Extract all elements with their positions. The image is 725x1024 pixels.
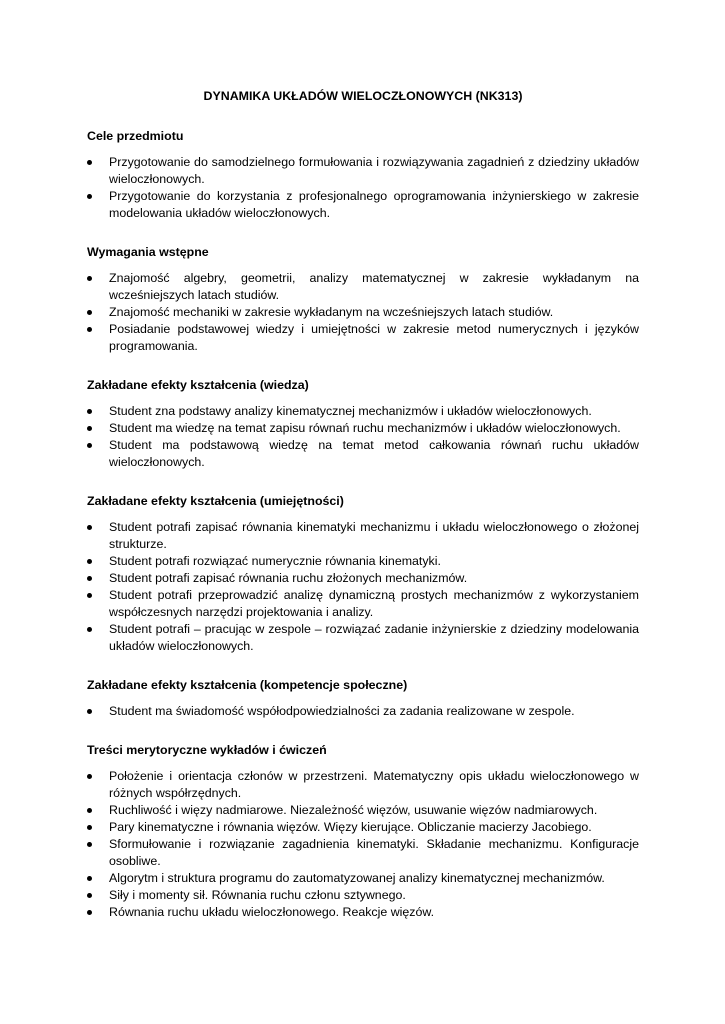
list-item-text: Student ma świadomość współodpowiedzialności za zadania realizowane w zespole. xyxy=(109,704,575,718)
list-item xyxy=(87,188,639,222)
list-item xyxy=(87,621,639,655)
bullet-list xyxy=(87,519,639,655)
bullet-list xyxy=(87,403,639,471)
bullet-icon xyxy=(87,893,92,898)
document-page xyxy=(87,88,639,921)
section-heading: Wymagania wstępne xyxy=(87,245,209,259)
list-item xyxy=(87,321,639,355)
section xyxy=(87,677,639,720)
list-item xyxy=(87,420,639,437)
list-item xyxy=(87,870,639,887)
bullet-icon xyxy=(87,825,92,830)
list-item-text: Położenie i orientacja członów w przestrzeni. Matematyczny opis układu wieloczłonowego w różnych współrzędnych. xyxy=(109,769,639,800)
list-item-text: Znajomość mechaniki w zakresie wykładanym na wcześniejszych latach studiów. xyxy=(109,305,554,319)
bullet-icon xyxy=(87,808,92,813)
list-item xyxy=(87,154,639,188)
bullet-icon xyxy=(87,409,92,414)
bullet-icon xyxy=(87,443,92,448)
list-item xyxy=(87,887,639,904)
section-heading: Cele przedmiotu xyxy=(87,129,184,143)
bullet-icon xyxy=(87,627,92,632)
bullet-icon xyxy=(87,842,92,847)
list-item xyxy=(87,703,639,720)
list-item xyxy=(87,802,639,819)
bullet-icon xyxy=(87,525,92,530)
bullet-icon xyxy=(87,160,92,165)
section-spacer xyxy=(87,471,639,493)
list-item-text: Znajomość algebry, geometrii, analizy matematycznej w zakresie wykładanym na wcześniejszych latach studiów. xyxy=(109,271,639,302)
list-item-text: Student zna podstawy analizy kinematycznej mechanizmów i układów wieloczłonowych. xyxy=(109,404,592,418)
list-item-text: Student potrafi przeprowadzić analizę dynamiczną prostych mechanizmów z wykorzystaniem współczesnych narzędzi projektowania i analizy. xyxy=(109,588,639,619)
list-item-text: Siły i momenty sił. Równania ruchu członu sztywnego. xyxy=(109,888,406,902)
bullet-icon xyxy=(87,593,92,598)
list-item-text: Algorytm i struktura programu do zautomatyzowanej analizy kinematycznej mechanizmów. xyxy=(109,871,605,885)
section-heading: Zakładane efekty kształcenia (wiedza) xyxy=(87,378,309,392)
section xyxy=(87,377,639,471)
list-item xyxy=(87,570,639,587)
bullet-list xyxy=(87,154,639,222)
list-item xyxy=(87,553,639,570)
section-spacer xyxy=(87,720,639,742)
list-item xyxy=(87,768,639,802)
list-item xyxy=(87,819,639,836)
bullet-icon xyxy=(87,774,92,779)
list-item-text: Pary kinematyczne i równania więzów. Więzy kierujące. Obliczanie macierzy Jacobiego. xyxy=(109,820,592,834)
list-item-text: Student potrafi zapisać równania ruchu złożonych mechanizmów. xyxy=(109,571,468,585)
section xyxy=(87,742,639,921)
section-spacer xyxy=(87,655,639,677)
list-item-text: Posiadanie podstawowej wiedzy i umiejętności w zakresie metod numerycznych i języków programowania. xyxy=(109,322,639,353)
list-item xyxy=(87,304,639,321)
bullet-list xyxy=(87,768,639,921)
bullet-icon xyxy=(87,426,92,431)
section-heading: Zakładane efekty kształcenia (kompetencje społeczne) xyxy=(87,678,408,692)
document-title: DYNAMIKA UKŁADÓW WIELOCZŁONOWYCH (NK313) xyxy=(203,89,523,103)
bullet-icon xyxy=(87,327,92,332)
section xyxy=(87,128,639,222)
bullet-list xyxy=(87,270,639,355)
list-item-text: Student potrafi – pracując w zespole – rozwiązać zadanie inżynierskie z dziedziny modelowania układów wieloczłonowych. xyxy=(109,622,639,653)
list-item xyxy=(87,403,639,420)
section-spacer xyxy=(87,222,639,244)
bullet-icon xyxy=(87,276,92,281)
section-heading: Treści merytoryczne wykładów i ćwiczeń xyxy=(87,743,327,757)
list-item xyxy=(87,519,639,553)
list-item-text: Student potrafi rozwiązać numerycznie równania kinematyki. xyxy=(109,554,441,568)
list-item-text: Przygotowanie do korzystania z profesjonalnego oprogramowania inżynierskiego w zakresie modelowania układów wieloczłonowych. xyxy=(109,189,639,220)
list-item-text: Student ma wiedzę na temat zapisu równań ruchu mechanizmów i układów wieloczłonowych. xyxy=(109,421,621,435)
list-item-text: Sformułowanie i rozwiązanie zagadnienia kinematyki. Składanie mechanizmu. Konfiguracje osobliwe. xyxy=(109,837,639,868)
list-item-text: Przygotowanie do samodzielnego formułowania i rozwiązywania zagadnień z dziedziny układów wieloczłonowych. xyxy=(109,155,639,186)
section xyxy=(87,493,639,655)
bullet-icon xyxy=(87,910,92,915)
list-item-text: Student potrafi zapisać równania kinematyki mechanizmu i układu wieloczłonowego o złożonej strukturze. xyxy=(109,520,639,551)
list-item xyxy=(87,270,639,304)
bullet-icon xyxy=(87,194,92,199)
list-item-text: Student ma podstawową wiedzę na temat metod całkowania równań ruchu układów wieloczłonowych. xyxy=(109,438,639,469)
section-heading: Zakładane efekty kształcenia (umiejętności) xyxy=(87,494,344,508)
bullet-icon xyxy=(87,709,92,714)
section xyxy=(87,244,639,355)
bullet-list xyxy=(87,703,639,720)
bullet-icon xyxy=(87,310,92,315)
list-item xyxy=(87,437,639,471)
list-item-text: Równania ruchu układu wieloczłonowego. Reakcje więzów. xyxy=(109,905,435,919)
list-item xyxy=(87,587,639,621)
list-item xyxy=(87,904,639,921)
section-spacer xyxy=(87,355,639,377)
bullet-icon xyxy=(87,876,92,881)
list-item xyxy=(87,836,639,870)
bullet-icon xyxy=(87,559,92,564)
list-item-text: Ruchliwość i więzy nadmiarowe. Niezależność więzów, usuwanie więzów nadmiarowych. xyxy=(109,803,598,817)
sections-container xyxy=(87,128,639,921)
bullet-icon xyxy=(87,576,92,581)
